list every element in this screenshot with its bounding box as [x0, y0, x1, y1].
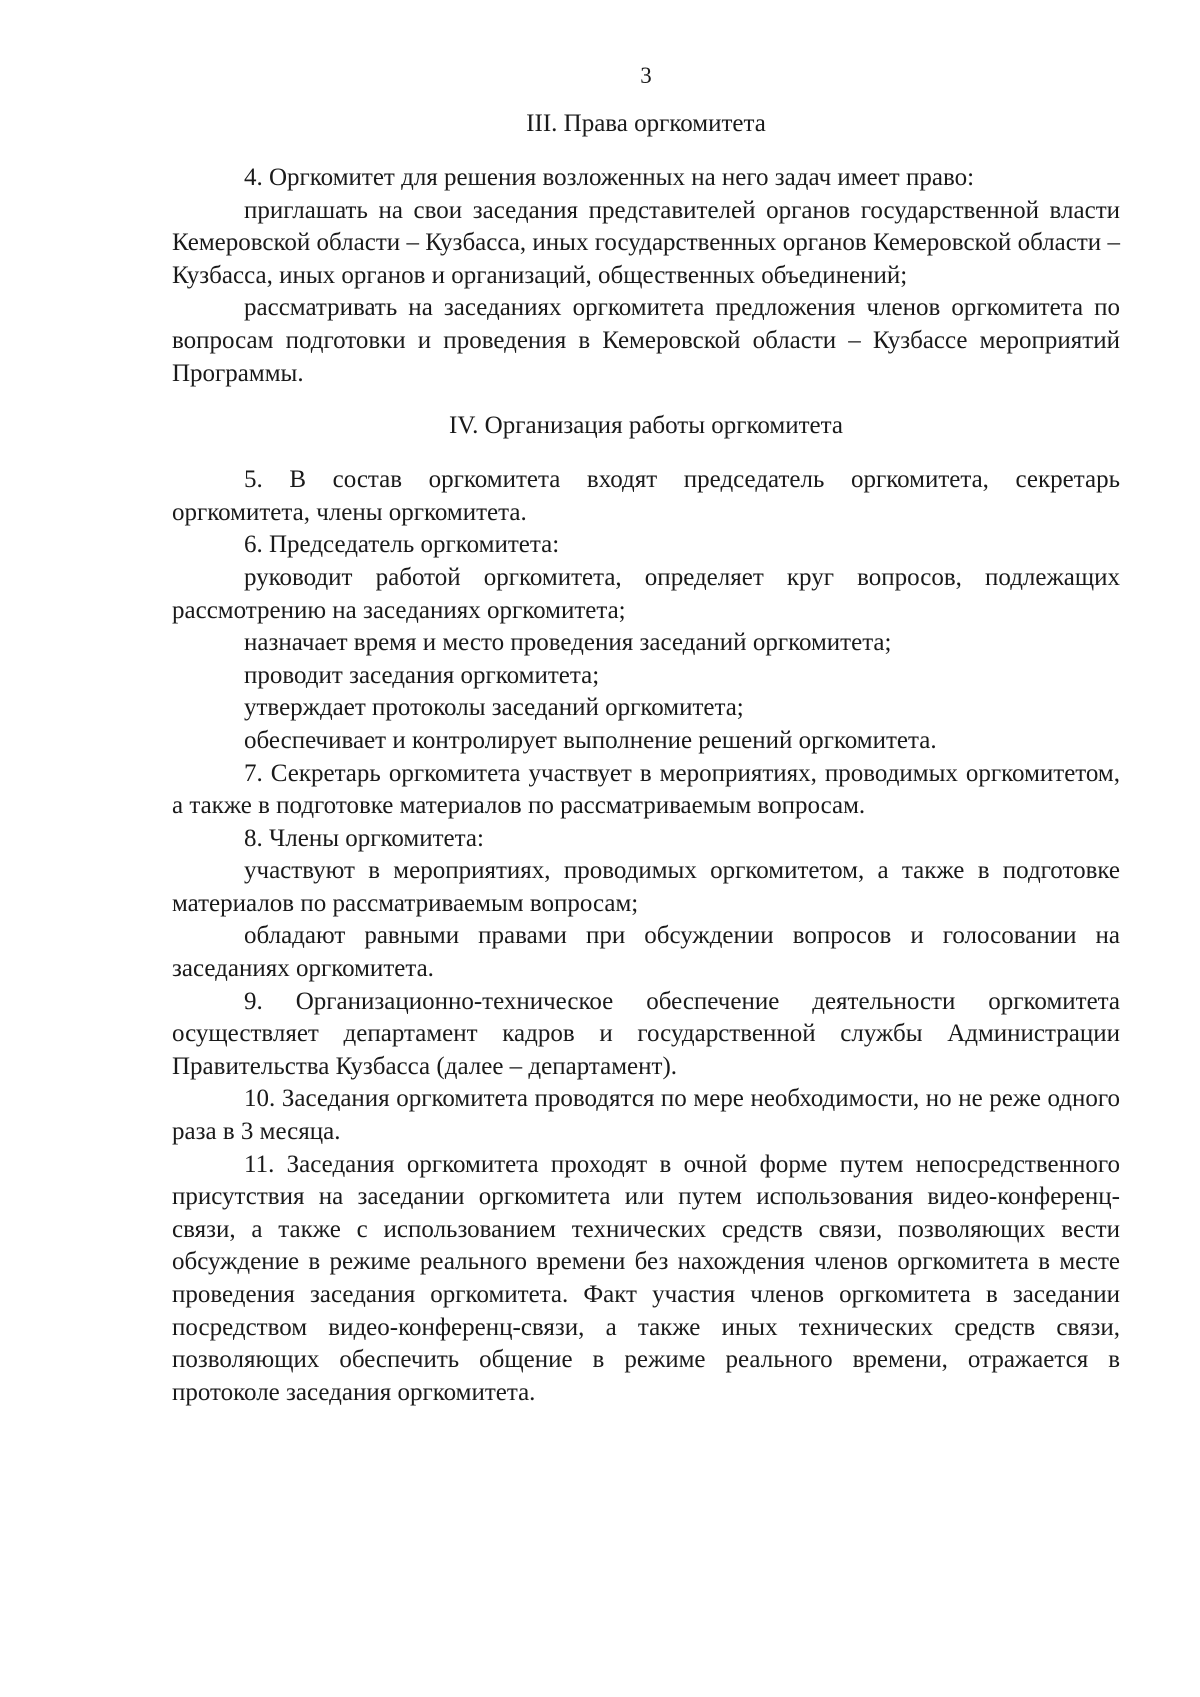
section-heading-rights: III. Права оргкомитета	[526, 110, 766, 137]
paragraph: 10. Заседания оргкомитета проводятся по мере необходимости, но не реже одного раза в 3 месяца.	[172, 1085, 1120, 1146]
paragraph: 11. Заседания оргкомитета проходят в очной форме путем непосредственного присутствия на заседании оргкомитета или путем использования видео-конференц-связи, а также с использованием технических средств связи, позволяющих вести обсуждение в режиме реального времени без нахождения членов оргкомитета в месте проведения заседания оргкомитета. Факт участия членов оргкомитета в заседании посредством видео-конференц-связи, а также иных технических средств связи, позволяющих обеспечить общение в режиме реального времени, отражается в протоколе заседания оргкомитета.	[172, 1150, 1120, 1406]
paragraph: участвуют в мероприятиях, проводимых оргкомитетом, а также в подготовке материалов по рассматриваемым вопросам;	[172, 857, 1120, 917]
paragraph: 4. Оргкомитет для решения возложенных на него задач имеет право:	[244, 164, 975, 191]
paragraph: руководит работой оргкомитета, определяет круг вопросов, подлежащих рассмотрению на заседаниях оргкомитета;	[172, 563, 1120, 624]
paragraph: 6. Председатель оргкомитета:	[244, 531, 560, 559]
page-number: 3	[640, 63, 652, 88]
paragraph: приглашать на свои заседания представителей органов государственной власти Кемеровской области – Кузбасса, иных государственных органов Кемеровской области – Кузбасса, иных органов и организаций, общественных объединений;	[172, 196, 1120, 289]
paragraph: 7. Секретарь оргкомитета участвует в мероприятиях, проводимых оргкомитетом, а также в подготовке материалов по рассматриваемым вопросам.	[172, 759, 1120, 820]
paragraph: 8. Члены оргкомитета:	[244, 824, 484, 852]
paragraph: 9. Организационно-техническое обеспечение деятельности оргкомитета осуществляет департамент кадров и государственной службы Администрации Правительства Кузбасса (далее – департамент).	[172, 987, 1120, 1080]
paragraph: обладают равными правами при обсуждении вопросов и голосовании на заседаниях оргкомитета.	[172, 922, 1120, 983]
paragraph: проводит заседания оргкомитета;	[244, 661, 600, 689]
paragraph: утверждает протоколы заседаний оргкомитета;	[244, 694, 744, 722]
paragraph: рассматривать на заседаниях оргкомитета предложения членов оргкомитета по вопросам подготовки и проведения в Кемеровской области – Кузбассе мероприятий Программы.	[172, 294, 1120, 387]
paragraph: назначает время и место проведения заседаний оргкомитета;	[244, 629, 892, 657]
section-heading-organization: IV. Организация работы оргкомитета	[449, 412, 843, 440]
paragraph: 5. В состав оргкомитета входят председатель оргкомитета, секретарь оргкомитета, члены оргкомитета.	[172, 466, 1120, 526]
paragraph: обеспечивает и контролирует выполнение решений оргкомитета.	[244, 726, 937, 754]
